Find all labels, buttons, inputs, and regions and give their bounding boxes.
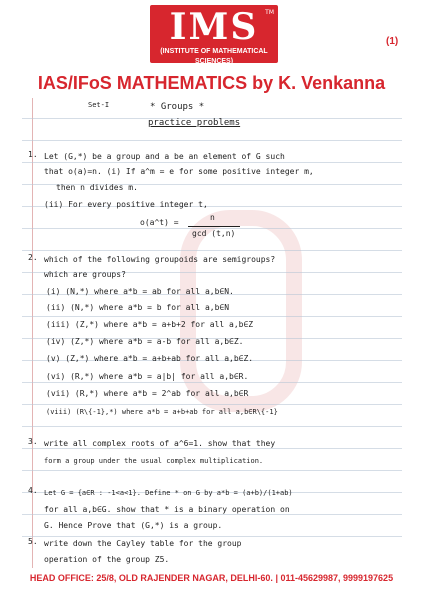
q1-line4: (ii) For every positive integer t, <box>44 200 208 209</box>
rule-line <box>22 250 402 251</box>
rule-line <box>22 382 402 383</box>
rule-line <box>22 140 402 141</box>
rule-line <box>22 316 402 317</box>
logo-subtitle: (INSTITUTE OF MATHEMATICAL SCIENCES) <box>160 48 268 65</box>
rule-line <box>22 536 402 537</box>
rule-line <box>22 448 402 449</box>
ims-logo <box>150 5 278 63</box>
q4-number: 4. <box>28 486 38 495</box>
q5-number: 5. <box>28 537 38 546</box>
q4-line2: for all a,b∈G. show that * is a binary operation on <box>44 505 290 514</box>
q5-line1: write down the Cayley table for the group <box>44 539 242 548</box>
logo-trademark: TM <box>265 9 274 16</box>
q5-line2: operation of the group Z5. <box>44 555 170 564</box>
q1-line1: Let (G,*) be a group and a be an element of G such <box>44 152 285 161</box>
q2-item: (v) (Z,*) where a*b = a+b+ab for all a,b∈Z. <box>46 354 254 363</box>
q1-formula-lhs: o(a^t) = <box>140 218 179 227</box>
q2-line2: which are groups? <box>44 270 126 279</box>
q3-line2: form a group under the usual complex multiplication. <box>44 457 264 465</box>
q2-item: (viii) (R\{-1},*) where a*b = a+b+ab for all a,b∈R\{-1} <box>46 408 278 416</box>
q2-item: (iii) (Z,*) where a*b = a+b+2 for all a,b∈Z <box>46 320 254 329</box>
q1-line3: then n divides m. <box>56 183 138 192</box>
q4-line3: G. Hence Prove that (G,*) is a group. <box>44 521 223 530</box>
heading-groups: * Groups * <box>150 102 205 112</box>
q2-item: (iv) (Z,*) where a*b = a-b for all a,b∈Z. <box>46 337 244 346</box>
rule-line <box>22 404 402 405</box>
q2-line1: which of the following groupoids are semigroups? <box>44 255 276 264</box>
q1-fraction-bar <box>188 226 240 227</box>
q2-number: 2. <box>28 253 38 262</box>
document-title: IAS/IFoS MATHEMATICS by K. Venkanna <box>37 73 386 93</box>
page-number: (1) <box>386 36 399 47</box>
set-label: Set-I <box>88 101 110 109</box>
q2-item: (ii) (N,*) where a*b = b for all a,b∈N <box>46 303 230 312</box>
logo-text: IMS <box>169 6 259 48</box>
rule-line <box>22 514 402 515</box>
q1-line2: that o(a)=n. (i) If a^m = e for some positive integer m, <box>44 167 314 176</box>
q2-item: (i) (N,*) where a*b = ab for all a,b∈N. <box>46 287 234 296</box>
rule-line <box>22 426 402 427</box>
rule-line <box>22 162 402 163</box>
q2-item: (vi) (R,*) where a*b = a|b| for all a,b∈R. <box>46 372 249 381</box>
q4-line1: Let G = {a∈R : -1<a<1}. Define * on G by a*b = (a+b)/(1+ab) <box>44 489 293 497</box>
margin-line <box>32 98 33 568</box>
rule-line <box>22 470 402 471</box>
q1-formula-denominator: gcd (t,n) <box>192 229 236 238</box>
q3-line1: write all complex roots of a^6=1. show that they <box>44 439 276 448</box>
q1-formula-numerator: n <box>210 213 215 222</box>
footer-contact: HEAD OFFICE: 25/8, OLD RAJENDER NAGAR, DELHI-60. | 011-45629987, 9999197625 <box>29 573 394 583</box>
q2-item: (vii) (R,*) where a*b = 2^ab for all a,b∈R <box>46 389 249 398</box>
q3-number: 3. <box>28 437 38 446</box>
q1-number: 1. <box>28 150 38 159</box>
heading-practice: practice problems <box>148 118 241 128</box>
